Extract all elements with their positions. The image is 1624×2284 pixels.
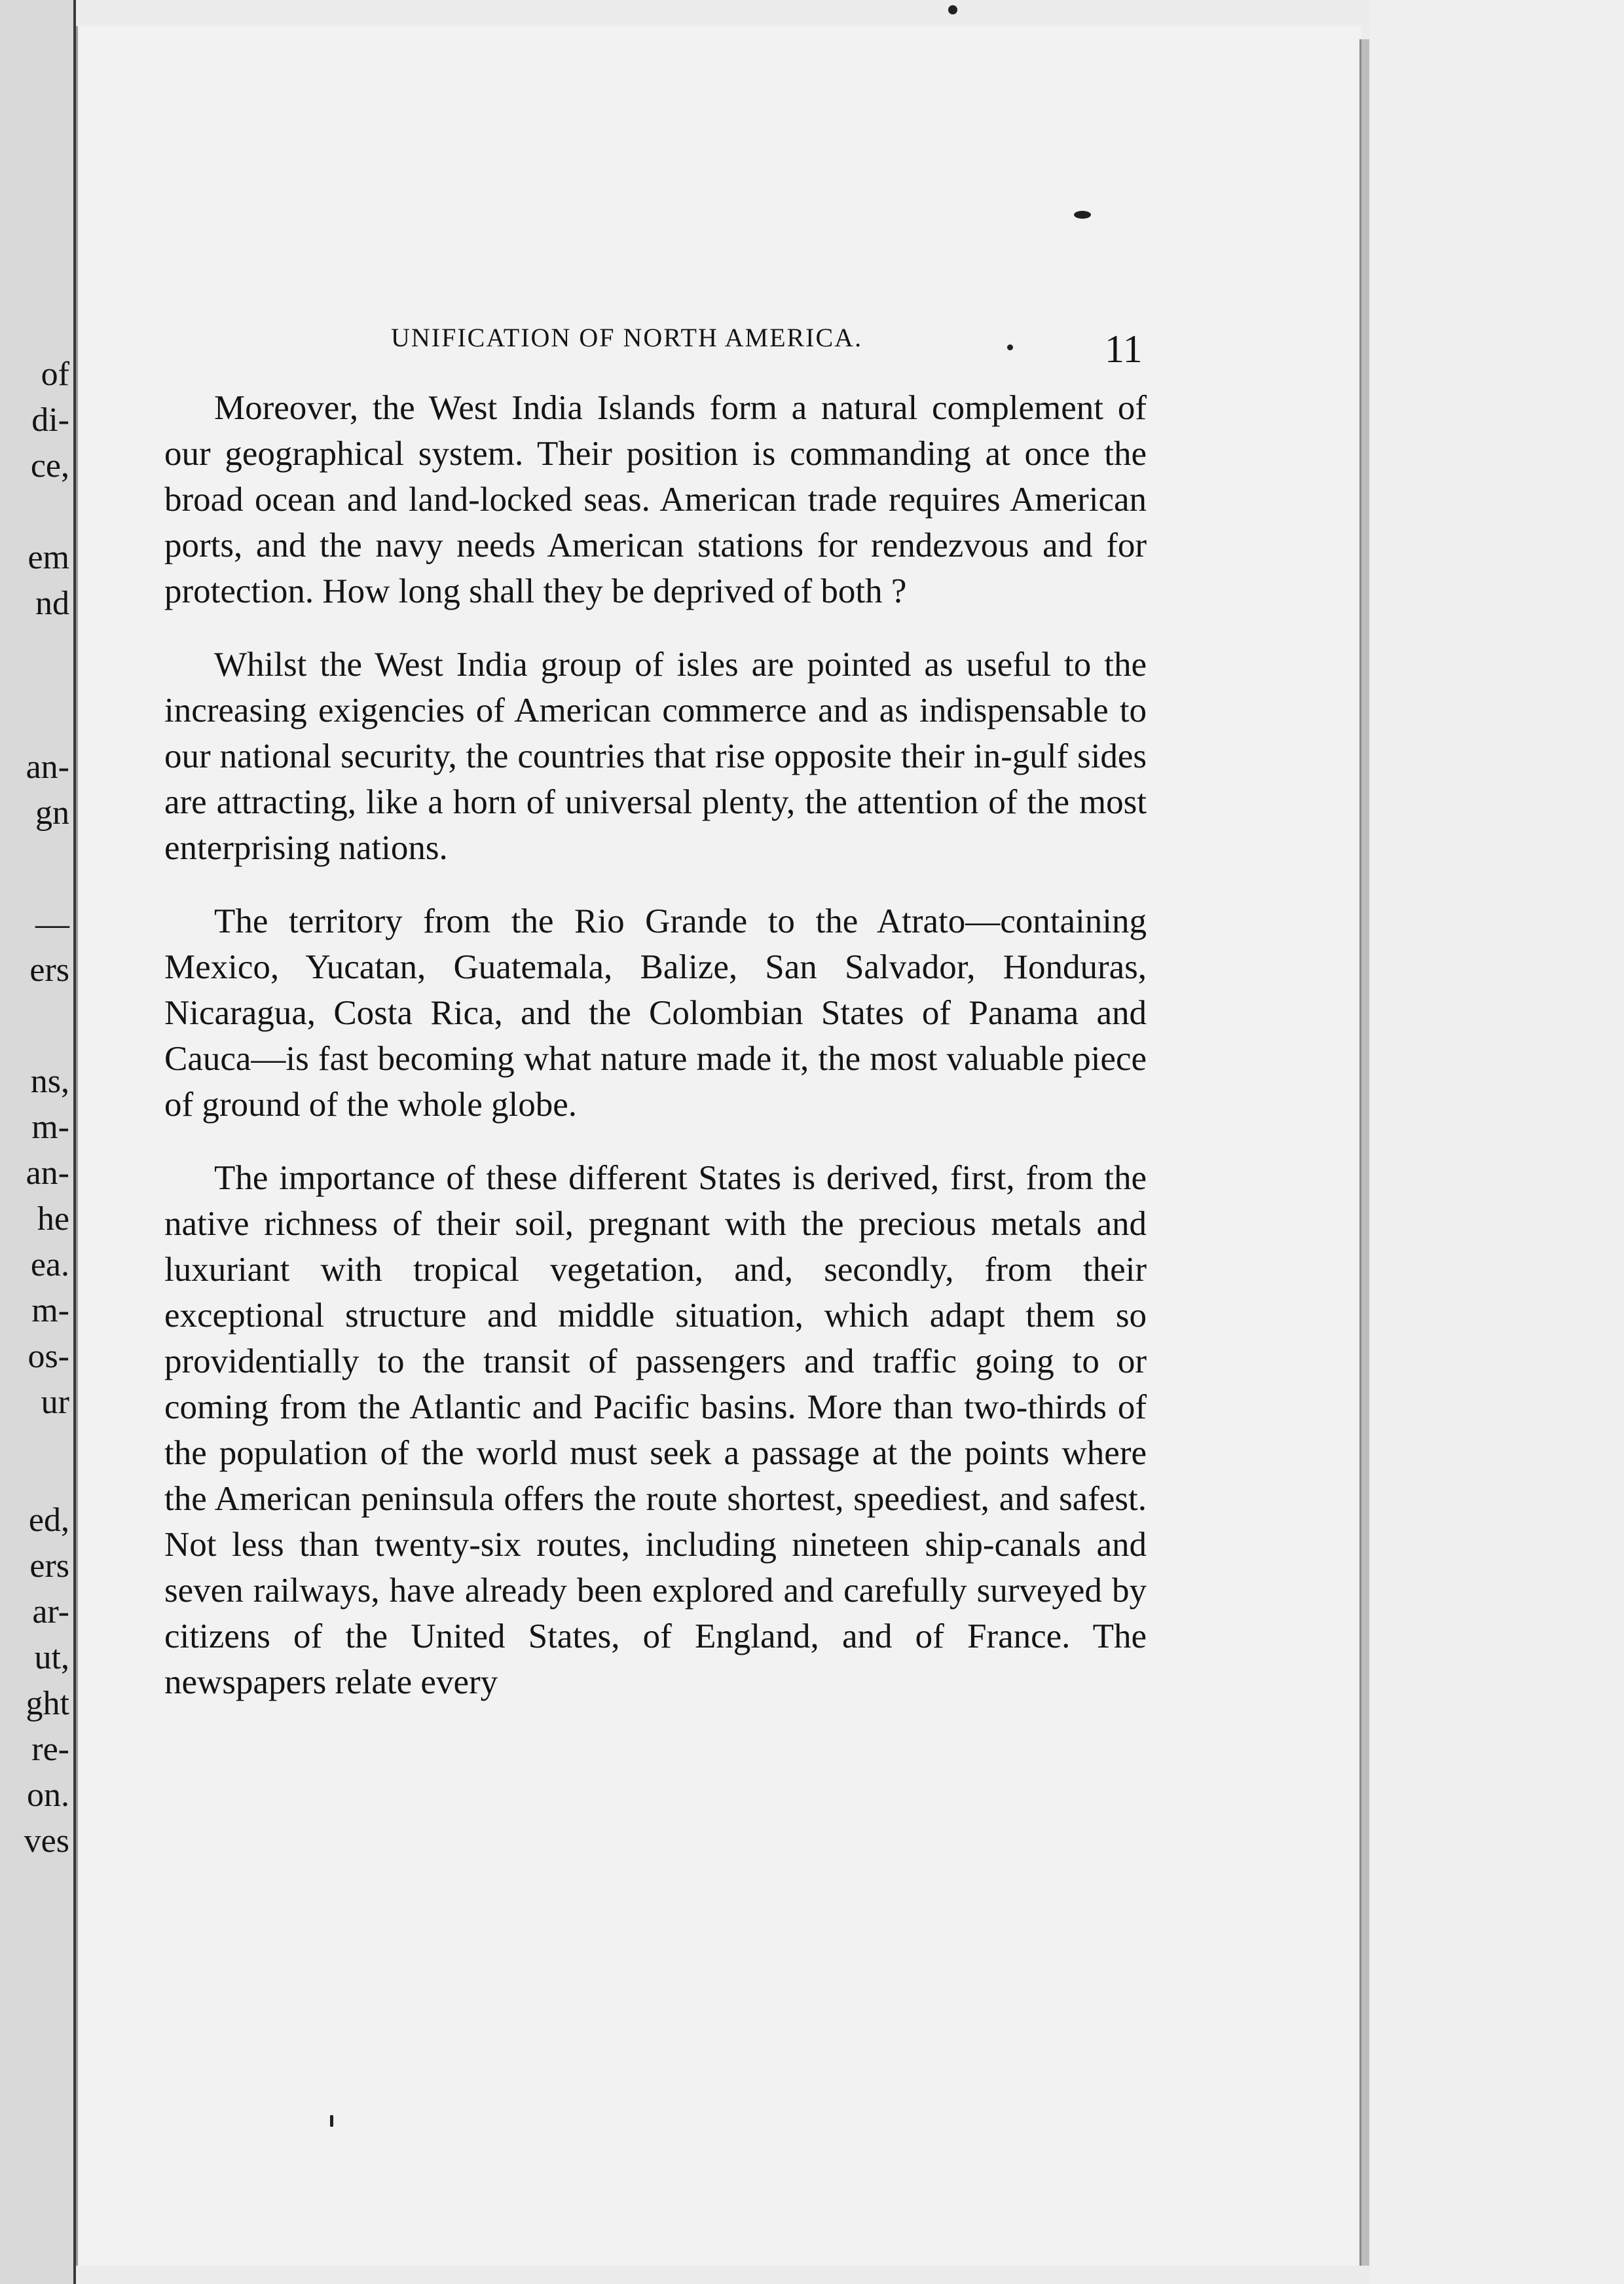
left-fragment: ves xyxy=(24,1822,69,1860)
left-fragment: an- xyxy=(26,1154,69,1192)
left-fragment: ea. xyxy=(30,1246,69,1283)
left-fragment: ers xyxy=(29,1547,69,1585)
left-fragment: m- xyxy=(31,1292,69,1329)
paragraph: The territory from the Rio Grande to the Atrato—containing Mexico, Yucatan, Guatemala, Balize, San Salvador, Honduras, Nicaragua, Costa Rica, and the Colombian States of Panama and Cauca—is fast becoming what nature made it, the most valuable piece of ground of the whole globe. xyxy=(164,902,1147,1124)
left-fragment: an- xyxy=(26,748,69,786)
scan-speck xyxy=(1007,344,1013,350)
paragraph: Whilst the West India group of isles are pointed as useful to the increasing exigencies of American commerce and as indispensable to our national security, the countries that rise opposite their in-gulf sides are attracting, like a horn of universal plenty, the attention of the most enterprising nations. xyxy=(164,646,1147,867)
left-fragment: ar- xyxy=(32,1593,69,1630)
scan-speck xyxy=(330,2115,333,2127)
left-fragment: ers xyxy=(29,951,69,989)
left-fragment: he xyxy=(37,1200,69,1238)
left-fragment: on. xyxy=(27,1777,69,1814)
page-body xyxy=(164,385,1147,1705)
scan-margin xyxy=(1370,0,1624,2284)
scan-speck xyxy=(1074,211,1091,219)
left-fragment: nd xyxy=(35,585,69,622)
running-head: UNIFICATION OF NORTH AMERICA. xyxy=(391,323,863,352)
previous-page-edge xyxy=(0,0,76,2284)
scan-speck xyxy=(948,5,957,14)
page-edge-shadow xyxy=(1359,39,1369,2266)
left-fragment: ut, xyxy=(34,1639,69,1676)
left-fragment: re- xyxy=(31,1731,69,1768)
left-fragment: m- xyxy=(31,1109,69,1146)
left-fragment: gn xyxy=(35,794,69,832)
left-fragment: ns, xyxy=(30,1063,69,1100)
left-fragment: of xyxy=(41,356,69,393)
left-fragment: em xyxy=(28,539,69,576)
left-fragment: di- xyxy=(31,401,69,439)
book-page xyxy=(76,26,1361,2266)
paragraph: Moreover, the West India Islands form a natural complement of our geographical system. Their position is commanding at once the broad ocean and land-locked seas. American trade requires American ports, and the navy needs American stations for rendezvous and for protection. How long shall they be deprived of both ? xyxy=(164,389,1147,610)
left-fragment: ed, xyxy=(28,1501,69,1539)
paragraph: The importance of these different States is derived, first, from the native richness of their soil, pregnant with the precious metals and luxuriant with tropical vegetation, and, secondly, from their exceptional structure and middle situation, which adapt them so providentially to the transit of passengers and traffic going to or coming from the Atlantic and Pacific basins. More than two-thirds of the population of the world must seek a passage at the points where the American peninsula offers the route shortest, speediest, and safest. Not less than twenty-six routes, including nineteen ship-canals and seven railways, have already been explored and carefully surveyed by citizens of the United States, of England, and of France. The newspapers relate every xyxy=(164,1159,1147,1701)
left-fragment: ur xyxy=(41,1384,69,1421)
page-number: 11 xyxy=(1105,327,1143,371)
left-fragment: ght xyxy=(26,1685,69,1722)
left-fragment: — xyxy=(35,906,69,943)
left-fragment: os- xyxy=(28,1338,69,1375)
left-fragment: ce, xyxy=(30,447,69,485)
